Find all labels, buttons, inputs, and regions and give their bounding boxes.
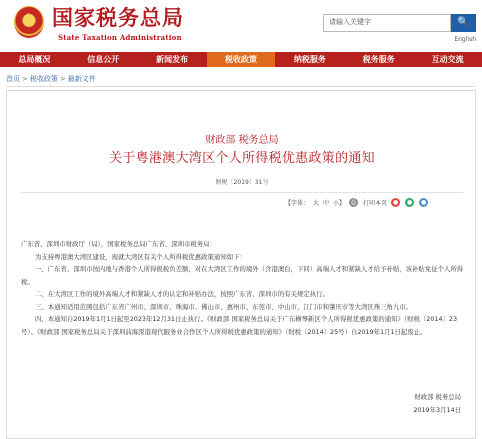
article-paragraph: 二、在大湾区工作的境外高端人才和紧缺人才的认定和补贴办法，按照广东省、深圳市的有关规定执行。 bbox=[35, 290, 329, 298]
article-title: 关于粤港澳大湾区个人所得税优惠政策的通知 bbox=[108, 151, 375, 166]
breadcrumb bbox=[6, 74, 96, 84]
article-signature: 财政部 税务总局 bbox=[414, 393, 461, 401]
breadcrumb-tax-policy[interactable]: 税收政策 bbox=[29, 75, 58, 83]
search-button[interactable] bbox=[451, 14, 476, 32]
font-size-medium-button[interactable]: 中 bbox=[323, 199, 330, 207]
article-panel bbox=[6, 90, 476, 439]
article-body bbox=[21, 238, 467, 338]
font-size-large-button[interactable]: 大 bbox=[313, 199, 320, 207]
english-link[interactable]: English bbox=[454, 36, 476, 43]
article-signature-block bbox=[413, 391, 461, 416]
breadcrumb-latest-docs[interactable]: 最新文件 bbox=[67, 75, 96, 83]
article-date: 2019年3月14日 bbox=[413, 405, 461, 414]
national-emblem-icon: ★ bbox=[14, 6, 44, 38]
nav-item-info-disclosure[interactable]: 信息公开 bbox=[87, 55, 120, 64]
article-paragraph: 三、本通知适用范围包括广东省广州市、深圳市、珠海市、佛山市、惠州市、东莞市、中山市、江门市和肇庆市等大湾区珠三角九市。 bbox=[35, 302, 413, 311]
nav-item-tax-policy[interactable]: 税收政策 bbox=[207, 52, 276, 67]
font-size-small-button[interactable]: 小】 bbox=[333, 199, 346, 207]
site-header bbox=[0, 0, 482, 52]
breadcrumb-home[interactable]: 首页 bbox=[6, 75, 20, 83]
wechat-share-icon[interactable]: ● bbox=[406, 198, 413, 206]
breadcrumb-separator: > bbox=[59, 75, 66, 83]
breadcrumb-divider bbox=[6, 86, 476, 87]
weibo-share-icon[interactable]: ● bbox=[392, 198, 399, 206]
nav-item-interaction[interactable]: 互动交流 bbox=[431, 55, 464, 64]
site-subtitle: State Taxation Administration bbox=[58, 33, 182, 42]
qq-share-icon[interactable]: ● bbox=[420, 198, 427, 206]
site-title[interactable]: 国家税务总局 bbox=[52, 6, 184, 30]
nav-item-news-release[interactable]: 新闻发布 bbox=[156, 55, 189, 64]
search-input[interactable]: 请输入关键字 bbox=[323, 14, 451, 32]
breadcrumb-separator: > bbox=[22, 75, 28, 83]
nav-item-taxpayer-service[interactable]: 纳税服务 bbox=[293, 55, 326, 64]
print-icon[interactable]: ⎙ bbox=[349, 198, 358, 207]
article-issuer: 财政部 税务总局 bbox=[205, 135, 279, 146]
font-size-label: 【字体： bbox=[285, 199, 310, 207]
document-number: 财税〔2019〕31号 bbox=[215, 179, 269, 186]
main-nav bbox=[0, 52, 482, 67]
article-paragraph: 一、广东省、深圳市按内地与香港个人所得税税负差额，对在大湾区工作的境外（含港澳台，下同）高端人才和紧缺人才给予补贴，该补贴免征个人所得税。 bbox=[21, 265, 464, 286]
print-button[interactable]: 打印本页 bbox=[363, 199, 388, 207]
tools-divider bbox=[21, 192, 463, 193]
article-paragraph: 为支持粤港澳大湾区建设，现就大湾区有关个人所得税优惠政策通知如下： bbox=[35, 252, 246, 261]
article-tools bbox=[285, 196, 433, 208]
article-salutation: 广东省、深圳市财政厅（局），国家税务总局广东省、深圳市税务局： bbox=[21, 240, 216, 248]
search-icon: 🔍 bbox=[457, 17, 470, 28]
nav-item-overview[interactable]: 总局概况 bbox=[18, 55, 51, 64]
nav-item-tax-service[interactable]: 税务服务 bbox=[362, 55, 395, 64]
article-paragraph: 四、本通知自2019年1月1日起至2023年12月31日止执行。《财政部 国家税务总局关于广东横琴新区个人所得税优惠政策的通知》（财税〔2014〕23号）、《财政部 国家税务总局关于深圳前海深港现代服务业合作区个人所得税优惠政策的通知》（财税〔2014〕25号）自2019年1月1日起废止。 bbox=[21, 315, 458, 336]
